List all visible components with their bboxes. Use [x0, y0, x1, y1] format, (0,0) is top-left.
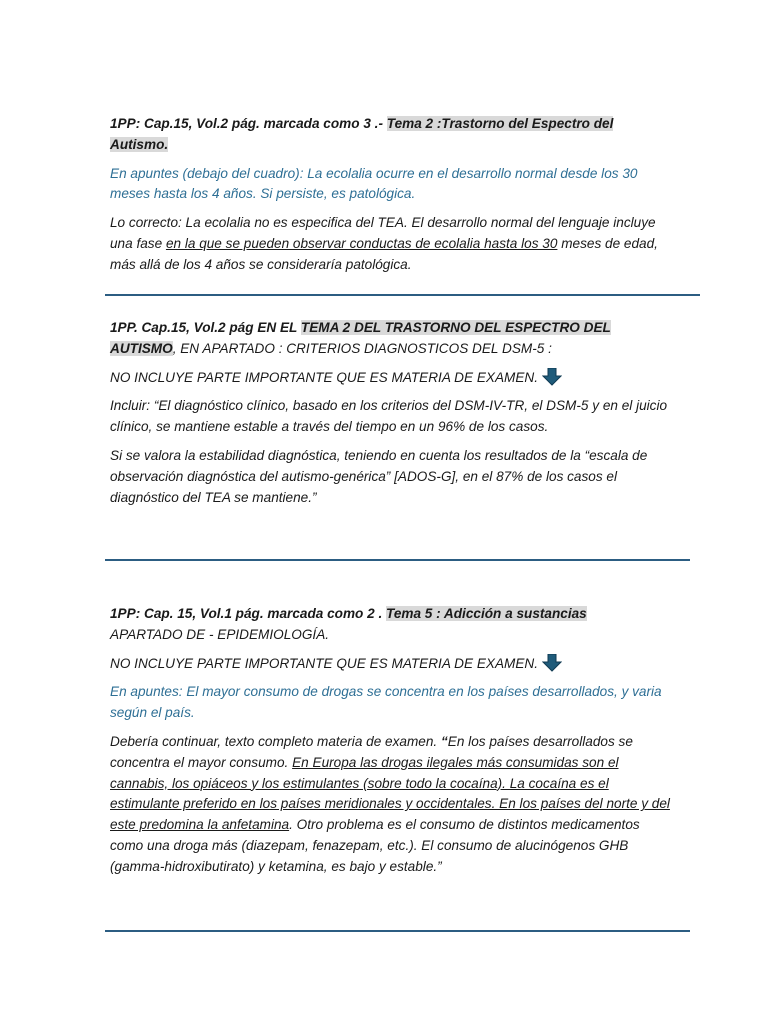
section-3-missing: NO INCLUYE PARTE IMPORTANTE QUE ES MATERIA DE EXAMEN. — [110, 654, 670, 675]
down-arrow-icon — [542, 368, 562, 386]
section-1 — [110, 114, 670, 276]
down-arrow-icon — [542, 654, 562, 672]
section-3-full-text: Debería continuar, texto completo materia de examen. “En los países desarrollados se concentra el mayor consumo. En Europa las drogas ilegales más consumidas son el cannabis, los opiáceos y los estimulantes (sobre todo la cocaína). La cocaína es el estimulante preferido en los países meridionales y occidentales. En los países del norte y del este predomina la anfetamina. Otro problema es el consumo de distintos medicamentos como una droga más (diazepam, fenazepam, etc.). El consumo de alucinógenos GHB (gamma-hidroxibutirato) y ketamina, es bajo y estable.” — [110, 733, 670, 874]
divider-3 — [105, 930, 690, 932]
divider-2 — [105, 559, 690, 561]
section-2-stability: Si se valora la estabilidad diagnóstica, teniendo en cuenta los resultados de la “escala de observación diagnóstica del autismo-genérica” [ADOS-G], en el 87% de los casos el diagnóstico del TEA se mantiene.” — [110, 447, 648, 505]
section-3 — [110, 604, 670, 878]
section-2 — [110, 318, 670, 508]
section-1-correction: Lo correcto: La ecolalia no es especifica del TEA. El desarrollo normal del lenguaje incluye una fase en la que se pueden observar conductas de ecolalia hasta los 30 meses de edad, más allá de los 4 años se consideraría patológica. — [110, 215, 658, 272]
section-3-notes: En apuntes: El mayor consumo de drogas se concentra en los países desarrollados, y varia según el país. — [110, 684, 662, 721]
section-3-heading: 1PP: Cap. 15, Vol.1 pág. marcada como 2 . Tema 5 : Adicción a sustancias APARTADO DE - EPIDEMIOLOGÍA. — [110, 606, 587, 642]
section-1-notes: En apuntes (debajo del cuadro): La ecolalia ocurre en el desarrollo normal desde los 30 meses hasta los 4 años. Si persiste, es patológica. — [110, 165, 638, 202]
section-2-heading: 1PP. Cap.15, Vol.2 pág EN EL TEMA 2 DEL TRASTORNO DEL ESPECTRO DEL AUTISMO, EN APARTADO : CRITERIOS DIAGNOSTICOS DEL DSM-5 : — [110, 320, 611, 356]
divider-1 — [105, 294, 700, 296]
section-2-include: Incluir: “El diagnóstico clínico, basado en los criterios del DSM-IV-TR, el DSM-5 y en el juicio clínico, se mantiene estable a través del tiempo en un 96% de los casos. — [110, 398, 668, 435]
section-2-missing: NO INCLUYE PARTE IMPORTANTE QUE ES MATERIA DE EXAMEN. — [110, 368, 670, 389]
section-1-heading: 1PP: Cap.15, Vol.2 pág. marcada como 3 .- Tema 2 :Trastorno del Espectro del Autismo. — [110, 116, 614, 152]
